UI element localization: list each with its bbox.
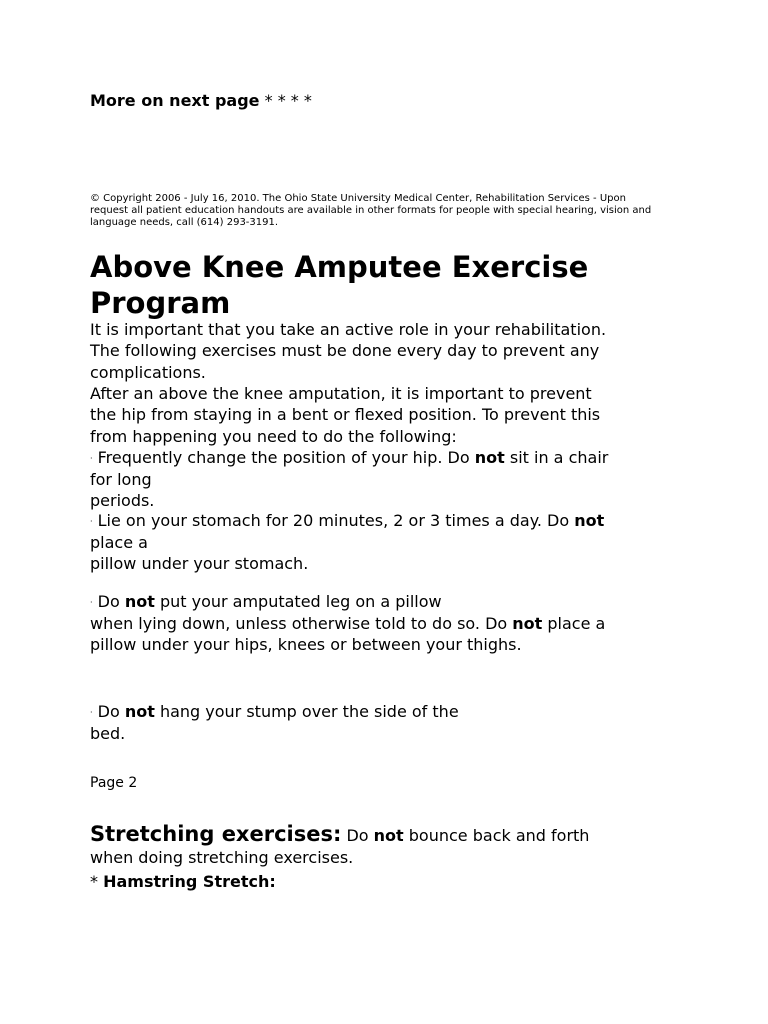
bullet-dot: · [90,516,93,526]
text-line: when doing stretching exercises. [90,848,354,867]
stretching-section [90,823,690,869]
bullet-text: put your amputated leg on a pillow [154,592,442,611]
text-line [90,510,690,532]
text-line: pillow under your hips, knees or between your thighs. [90,635,522,655]
bullet-text: sit in a chair [504,448,609,467]
bullet-dot: · [90,453,93,463]
title-line: Above Knee Amputee Exercise [90,250,589,284]
not-emphasis: not [512,614,543,634]
page-number: Page 2 [90,775,138,791]
not-emphasis: not [124,592,155,611]
more-label: More on next page [90,91,260,110]
bullet-lie-on-stomach [90,510,690,575]
text-line: It is important that you take an active role in your rehabilitation. [90,320,607,339]
more-stars: * * * * [259,91,312,110]
bullet-text: when lying down, unless otherwise told to do so. Do [90,614,513,634]
bullet-text: Do [92,592,125,611]
hamstring-prefix: * [90,872,104,891]
bullet-stump [90,701,690,744]
bullet-pillow [90,591,690,656]
text-line: the hip from staying in a bent or flexed position. To prevent this [90,405,601,425]
intro-paragraph [90,319,690,383]
bullet-text: Frequently change the position of your hip. Do [92,448,475,467]
text-line [90,701,690,723]
text-line: place a [90,533,148,553]
more-on-next-page [90,90,312,112]
copyright-line: language needs, call (614) 293-3191. [90,217,279,228]
stretch-text: Do [341,826,374,845]
text-line: periods. [90,491,155,511]
text-line [90,613,690,634]
text-line: complications. [90,362,206,382]
stretching-heading: Stretching exercises: [90,822,342,846]
document-title [90,249,730,321]
hamstring-label: Hamstring Stretch: [103,872,276,891]
text-line: The following exercises must be done every day to prevent any [90,341,600,361]
title-line: Program [90,286,231,320]
bullet-text: Do [92,702,125,721]
copyright-line: © Copyright 2006 - July 16, 2010. The Ohio State University Medical Center, Rehabilitation Services - Upon [90,193,626,204]
not-emphasis: not [373,826,404,845]
text-line [90,591,690,613]
bullet-change-position [90,447,690,512]
copyright-line: request all patient education handouts are available in other formats for people with special hearing, vision and [90,205,652,216]
copyright-notice [90,193,690,229]
text-line: for long [90,470,152,490]
bullet-text: place a [542,614,606,634]
stretch-text: bounce back and forth [403,826,590,845]
not-emphasis: not [474,448,505,467]
after-paragraph [90,383,690,447]
text-line: pillow under your stomach. [90,554,309,574]
hamstring-heading [90,871,276,893]
bullet-dot: · [90,597,93,607]
text-line: After an above the knee amputation, it is important to prevent [90,384,592,403]
text-line [90,447,690,469]
text-line: bed. [90,724,126,744]
bullet-dot: · [90,707,93,717]
not-emphasis: not [124,702,155,721]
bullet-text: Lie on your stomach for 20 minutes, 2 or 3 times a day. Do [92,511,575,530]
text-line [90,823,690,847]
bullet-text: hang your stump over the side of the [154,702,459,721]
text-line: from happening you need to do the following: [90,426,457,446]
not-emphasis: not [574,511,605,530]
